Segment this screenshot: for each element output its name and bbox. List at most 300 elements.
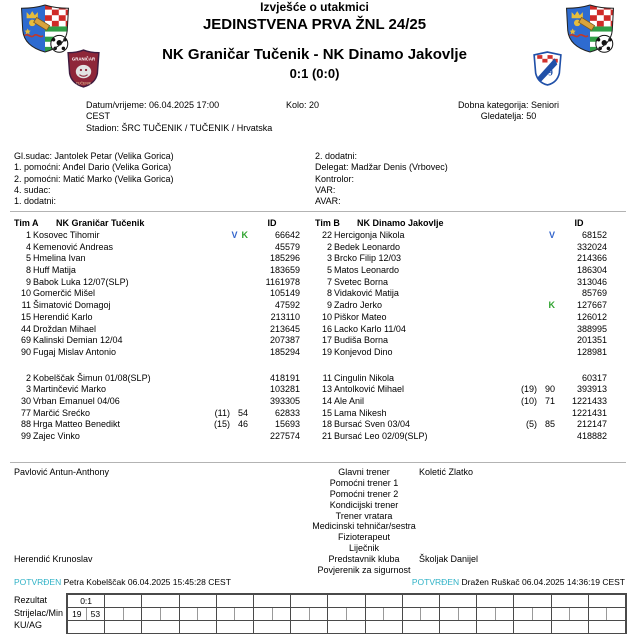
- player-number: 99: [20, 431, 31, 441]
- player-row: [14, 373, 300, 385]
- substituted-for: (15): [213, 419, 230, 430]
- player-name: Šimatović Domagoj: [33, 300, 111, 311]
- player-name: Hrga Matteo Benedikt: [33, 419, 121, 430]
- ku-ag-cell: [104, 621, 141, 633]
- minute-cell: [495, 608, 514, 620]
- scorer-min-group: [513, 608, 550, 620]
- player-marks: [186, 324, 248, 336]
- ku-ag-cell: [68, 621, 104, 633]
- player-id: 418882: [576, 431, 607, 441]
- player-marks: [186, 431, 248, 443]
- goalkeeper-mark: V: [548, 230, 555, 240]
- player-number: 10: [321, 311, 332, 322]
- captain-mark: K: [548, 300, 555, 311]
- player-number: 15: [321, 407, 332, 418]
- final-score: 0:1 (0:0): [289, 66, 340, 81]
- player-number: 18: [321, 419, 332, 430]
- team-away-name: NK Dinamo Jakovlje: [357, 218, 444, 228]
- staff-row: [14, 532, 615, 543]
- staff-row: [14, 500, 615, 511]
- ku-ag-cell: [551, 621, 588, 633]
- scorer-min-group: [216, 608, 253, 620]
- scorer-cell: [589, 608, 607, 620]
- scorer-min-group: [141, 608, 178, 620]
- player-number: 30: [20, 395, 31, 406]
- result-cell: [290, 595, 327, 607]
- player-id: 85769: [581, 288, 607, 299]
- scorer-min-group: [179, 608, 216, 620]
- player-id: 388995: [576, 323, 607, 334]
- minute-cell: [458, 608, 477, 620]
- home-confirmation-detail: Petra Kobelščak 06.04.2025 15:45:28 CEST: [63, 577, 231, 587]
- match-datetime: Datum/vrijeme: 06.04.2025 17:00: [86, 100, 220, 110]
- ku-ag-cell: [476, 621, 513, 633]
- player-marks: [493, 312, 555, 324]
- player-name: Budiša Borna: [334, 335, 389, 346]
- player-marks: [493, 324, 555, 336]
- away-confirmation: [412, 577, 625, 587]
- player-row: [315, 230, 607, 242]
- player-name: Zadro Jerko: [334, 300, 383, 311]
- officials-right: [315, 151, 448, 207]
- scorer-min-group: [68, 608, 104, 620]
- minute-cell: 53: [86, 608, 105, 620]
- team-away-table: [315, 217, 607, 443]
- result-grid: [66, 593, 627, 634]
- result-cell: [365, 595, 402, 607]
- scorer-cell: [403, 608, 421, 620]
- player-id: 127667: [576, 300, 607, 311]
- player-name: Vrban Emanuel 04/06: [33, 395, 120, 406]
- player-name: Bursać Sven 03/04: [334, 419, 411, 430]
- result-row-kuag: [68, 620, 625, 633]
- home-confirmation-status: POTVRĐEN: [14, 577, 62, 587]
- player-marks: [186, 335, 248, 347]
- away-staff-name: Školjak Danijel: [419, 554, 479, 565]
- result-cell: 0:1: [80, 596, 93, 606]
- away-staff-name: Koletić Zlatko: [419, 467, 474, 477]
- player-number: 88: [20, 419, 31, 430]
- player-row: [14, 431, 300, 443]
- result-section: [14, 593, 627, 634]
- player-number: 44: [20, 323, 31, 334]
- minute-cell: [420, 608, 439, 620]
- player-marks: [186, 288, 248, 300]
- official-line: AVAR:: [315, 196, 341, 207]
- staff-row: [14, 478, 615, 489]
- staff-row: [14, 521, 615, 532]
- player-id: 62833: [274, 407, 300, 418]
- official-line: 1. pomoćni: Anđel Dario (Velika Gorica): [14, 162, 172, 173]
- player-id: 227574: [269, 431, 300, 441]
- player-number: 5: [326, 265, 332, 276]
- player-row: [315, 431, 607, 443]
- scorer-cell: [440, 608, 458, 620]
- player-name: Kemenović Andreas: [33, 241, 114, 252]
- player-row: [315, 265, 607, 277]
- player-row: [315, 373, 607, 385]
- player-marks: [493, 347, 555, 359]
- ku-ag-cell: [439, 621, 476, 633]
- result-cell: [216, 595, 253, 607]
- official-line: VAR:: [315, 184, 336, 195]
- player-marks: [186, 396, 248, 408]
- competition-title: JEDINSTVENA PRVA ŽNL 24/25: [202, 16, 427, 33]
- divider-top: [10, 211, 626, 212]
- player-marks: [186, 277, 248, 289]
- staff-role-label: Kondicijski trener: [329, 499, 399, 510]
- player-number: 5: [25, 253, 31, 264]
- player-name: Kobelščak Šimun 01/08(SLP): [33, 372, 151, 383]
- player-number: 3: [25, 384, 31, 395]
- official-line: 2. pomoćni: Matić Marko (Velika Gorica): [14, 173, 174, 184]
- minute-cell: [532, 608, 551, 620]
- player-id: 1221433: [571, 395, 607, 406]
- player-number: 7: [326, 276, 332, 287]
- ku-ag-cell: [290, 621, 327, 633]
- substituted-for: (11): [214, 407, 230, 418]
- result-cell: [588, 595, 625, 607]
- team-home-subs: [14, 373, 300, 443]
- substitution-minute: 54: [237, 407, 248, 418]
- scorer-cell: [328, 608, 346, 620]
- player-name: Lacko Karlo 11/04: [334, 323, 406, 334]
- svg-text:GRANIČAR: GRANIČAR: [71, 56, 96, 62]
- staff-row: [14, 554, 615, 565]
- scorer-min-group: [588, 608, 625, 620]
- player-name: Kalinski Demian 12/04: [33, 335, 123, 346]
- result-cell: [327, 595, 364, 607]
- player-name: Martinčević Marko: [33, 384, 107, 395]
- substitution-minute: 46: [237, 419, 248, 430]
- match-round: Kolo: 20: [286, 100, 320, 110]
- staff-role-label: Liječnik: [348, 543, 379, 554]
- player-id: 66642: [274, 230, 300, 240]
- player-marks: [493, 373, 555, 385]
- player-marks: [186, 419, 248, 431]
- player-marks: [493, 431, 555, 443]
- player-number: 2: [25, 372, 31, 383]
- player-marks: [493, 300, 555, 312]
- scorer-min-group: [551, 608, 588, 620]
- scorer-min-group: [476, 608, 513, 620]
- player-row: [315, 288, 607, 300]
- ku-ag-cell: [513, 621, 550, 633]
- player-number: 15: [20, 311, 31, 322]
- away-confirmation-status: POTVRĐEN: [411, 577, 460, 587]
- player-row: [14, 396, 300, 408]
- player-id: 183659: [269, 265, 300, 276]
- ku-ag-cell: [216, 621, 253, 633]
- official-line: 1. dodatni:: [14, 196, 57, 207]
- official-line: Kontrolor:: [315, 173, 355, 184]
- home-confirmation: [14, 577, 231, 587]
- player-id: 418191: [269, 372, 300, 383]
- player-row: [14, 277, 300, 289]
- ku-ag-cell: [365, 621, 402, 633]
- captain-mark: K: [241, 230, 248, 240]
- result-row-labels: [14, 594, 63, 632]
- player-name: Piškor Mateo: [334, 311, 387, 322]
- result-cell: [513, 595, 550, 607]
- player-name: Herendić Karlo: [33, 311, 93, 322]
- player-row: [14, 265, 300, 277]
- result-row-strijelac: [68, 607, 625, 620]
- player-id: 201351: [576, 335, 607, 346]
- player-row: [14, 253, 300, 265]
- official-line: 2. dodatni:: [315, 151, 358, 161]
- staff-role-label: Povjerenik za sigurnost: [317, 565, 411, 576]
- player-marks: [186, 265, 248, 277]
- player-row: [315, 312, 607, 324]
- player-id: 213110: [270, 311, 300, 322]
- player-marks: [186, 347, 248, 359]
- match-stadium: Stadion: ŠRC TUČENIK / TUČENIK / Hrvatska: [86, 122, 273, 133]
- player-id: 185296: [269, 253, 300, 264]
- player-marks: [493, 242, 555, 254]
- team-home-table: [14, 217, 300, 443]
- player-marks: [493, 384, 555, 396]
- player-marks: [186, 408, 248, 420]
- player-name: Babok Luka 12/07(SLP): [33, 276, 129, 287]
- team-home-id-header: ID: [267, 218, 277, 228]
- official-line: 4. sudac:: [14, 184, 51, 195]
- player-number: 90: [20, 346, 31, 357]
- player-number: 1: [25, 230, 31, 240]
- player-row: [315, 324, 607, 336]
- player-row: [14, 419, 300, 431]
- scorer-cell: [142, 608, 160, 620]
- player-id: 214366: [576, 253, 607, 264]
- scorer-cell: [291, 608, 309, 620]
- match-timezone: CEST: [86, 111, 111, 122]
- player-name: Hmelina Ivan: [33, 253, 86, 264]
- minute-cell: [197, 608, 216, 620]
- match-info-left: [86, 100, 286, 134]
- player-row: [315, 419, 607, 431]
- player-id: 103281: [269, 384, 300, 395]
- officials-left: [14, 151, 174, 207]
- player-number: 8: [25, 265, 31, 276]
- player-name: Brcko Filip 12/03: [334, 253, 402, 264]
- minute-cell: [234, 608, 253, 620]
- player-marks: [493, 265, 555, 277]
- player-number: 77: [20, 407, 31, 418]
- result-cell: [104, 595, 141, 607]
- scorer-min-group: [365, 608, 402, 620]
- scorer-cell: [180, 608, 198, 620]
- result-row-label: Strijelac/Min: [14, 607, 64, 618]
- player-number: 69: [20, 335, 31, 346]
- scorer-min-group: [402, 608, 439, 620]
- minute-cell: [606, 608, 625, 620]
- staff-row: [14, 565, 615, 576]
- team-away-subs: [315, 373, 607, 443]
- player-name: Svetec Borna: [334, 276, 389, 287]
- player-marks: [186, 373, 248, 385]
- player-id: 332024: [576, 241, 607, 252]
- player-row: [315, 347, 607, 359]
- player-marks: [186, 300, 248, 312]
- player-number: 4: [25, 241, 31, 252]
- player-number: 11: [322, 372, 332, 383]
- player-row: [14, 242, 300, 254]
- svg-text:TUČENIK: TUČENIK: [75, 81, 92, 86]
- away-confirmation-detail: Dražen Ruškač 06.04.2025 14:36:19 CEST: [461, 577, 625, 587]
- scorer-min-group: [104, 608, 141, 620]
- minute-cell: [383, 608, 402, 620]
- result-cell: [141, 595, 178, 607]
- player-row: [315, 253, 607, 265]
- player-marks: [186, 242, 248, 254]
- result-cell: [439, 595, 476, 607]
- player-marks: [493, 253, 555, 265]
- player-row: [14, 347, 300, 359]
- player-name: Hercigonja Nikola: [334, 230, 405, 240]
- ku-ag-cell: [588, 621, 625, 633]
- player-row: [315, 300, 607, 312]
- substituted-for: (5): [525, 419, 537, 430]
- player-name: Antolković Mihael: [334, 384, 405, 395]
- player-row: [14, 288, 300, 300]
- player-name: Konjevod Dino: [334, 346, 393, 357]
- svg-text:9: 9: [548, 68, 553, 79]
- player-number: 3: [326, 253, 332, 264]
- player-row: [315, 396, 607, 408]
- scorer-cell: 19: [72, 609, 82, 619]
- player-row: [315, 277, 607, 289]
- player-number: 13: [321, 384, 332, 395]
- scorer-min-group: [327, 608, 364, 620]
- player-row: [14, 324, 300, 336]
- player-id: 126012: [576, 311, 607, 322]
- scorer-cell: [552, 608, 570, 620]
- staff-row: [14, 511, 615, 522]
- match-info-right: [458, 100, 559, 134]
- player-marks: [493, 396, 555, 408]
- player-id: 185294: [269, 346, 300, 357]
- player-marks: [186, 384, 248, 396]
- result-row-label: KU/AG: [14, 620, 43, 631]
- team-home-header: [14, 217, 300, 230]
- staff-row: [14, 467, 615, 478]
- staff-role-label: Predstavnik kluba: [328, 554, 400, 565]
- player-row: [14, 312, 300, 324]
- minute-cell: [160, 608, 179, 620]
- ku-ag-cell: [179, 621, 216, 633]
- player-id: 207387: [269, 335, 300, 346]
- player-id: 393305: [269, 395, 300, 406]
- player-number: 22: [321, 230, 332, 240]
- player-marks: [493, 408, 555, 420]
- player-id: 60317: [581, 372, 607, 383]
- staff-role-label: Medicinski tehničar/sestra: [312, 521, 416, 532]
- ku-ag-cell: [141, 621, 178, 633]
- staff-role-label: Fizioterapeut: [337, 532, 391, 543]
- scorer-cell: [366, 608, 384, 620]
- substitution-minute: 85: [544, 419, 555, 430]
- player-marks: [186, 312, 248, 324]
- player-row: [14, 300, 300, 312]
- player-id: 313046: [576, 276, 607, 287]
- age-category: Dobna kategorija: Seniori: [457, 100, 559, 110]
- player-number: 14: [321, 395, 332, 406]
- substitution-minute: 90: [544, 384, 555, 395]
- player-row: [315, 408, 607, 420]
- home-staff-name: Pavlović Antun-Anthony: [14, 467, 110, 477]
- result-cell: [402, 595, 439, 607]
- attendance: Gledatelja: 50: [480, 111, 537, 122]
- report-header: [0, 0, 629, 81]
- result-cell: [179, 595, 216, 607]
- player-number: 9: [25, 276, 31, 287]
- team-away-id-header: ID: [574, 218, 584, 228]
- player-name: Marčić Srećko: [33, 407, 91, 418]
- scorer-cell: [217, 608, 235, 620]
- ku-ag-cell: [253, 621, 290, 633]
- player-name: Kosovec Tihomir: [33, 230, 100, 240]
- team-away-header: [315, 217, 607, 230]
- divider-bottom: [10, 462, 626, 463]
- player-marks: [186, 230, 248, 242]
- minute-cell: [272, 608, 291, 620]
- player-row: [315, 242, 607, 254]
- home-staff-name: Herendić Krunoslav: [14, 554, 93, 565]
- result-cell: [551, 595, 588, 607]
- player-id: 1221431: [571, 407, 607, 418]
- player-row: [14, 408, 300, 420]
- player-number: 16: [321, 323, 332, 334]
- player-marks: [186, 253, 248, 265]
- goalkeeper-mark: V: [231, 230, 238, 240]
- scorer-cell: [514, 608, 532, 620]
- player-number: 17: [321, 335, 332, 346]
- official-line: Gl.sudac: Jantolek Petar (Velika Gorica): [14, 151, 174, 161]
- staff-row: [14, 489, 615, 500]
- player-marks: [493, 277, 555, 289]
- player-row: [315, 335, 607, 347]
- player-id: 1161978: [265, 276, 300, 287]
- result-row-label: Rezultat: [14, 595, 48, 605]
- team-home-name: NK Graničar Tučenik: [56, 218, 145, 228]
- team-away-label: Tim B: [315, 218, 340, 228]
- scorer-min-group: [290, 608, 327, 620]
- player-name: Ale Anil: [334, 395, 365, 406]
- staff-role-label: Trener vratara: [335, 510, 393, 521]
- player-id: 15693: [274, 419, 300, 430]
- ku-ag-cell: [327, 621, 364, 633]
- team-home-label: Tim A: [14, 218, 39, 228]
- substituted-for: (19): [520, 384, 537, 395]
- result-row-rezultat: [68, 595, 625, 607]
- scorer-min-group: [439, 608, 476, 620]
- player-name: Zajec Vinko: [33, 431, 80, 441]
- player-id: 45579: [274, 241, 300, 252]
- player-name: Cingulin Nikola: [334, 372, 395, 383]
- result-cell: [253, 595, 290, 607]
- result-cell: [476, 595, 513, 607]
- minute-cell: [346, 608, 365, 620]
- player-marks: [493, 230, 555, 242]
- player-name: Matos Leonardo: [334, 265, 400, 276]
- substituted-for: (10): [520, 395, 537, 406]
- player-id: 68152: [581, 230, 607, 240]
- player-name: Fugaj Mislav Antonio: [33, 346, 117, 357]
- report-label: Izvješće o utakmici: [260, 0, 369, 14]
- player-name: Bedek Leonardo: [334, 241, 401, 252]
- match-info: [86, 100, 559, 134]
- player-row: [14, 230, 300, 242]
